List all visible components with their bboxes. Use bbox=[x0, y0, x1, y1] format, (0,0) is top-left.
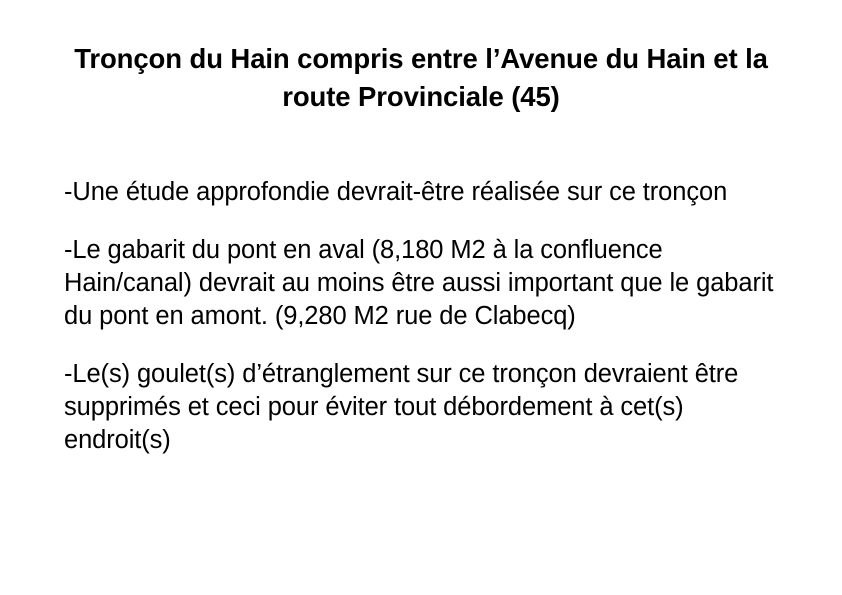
list-item: -Le(s) goulet(s) d’étranglement sur ce tronçon devraient être supprimés et ceci pour éviter tout débordement à cet(s) endroit(s) bbox=[64, 360, 746, 454]
slide-body bbox=[64, 150, 780, 457]
list-item: -Une étude approfondie devrait-être réalisée sur ce tronçon bbox=[64, 177, 728, 206]
page-title: Tronçon du Hain compris entre l’Avenue du Hain et la route Provinciale (45) bbox=[74, 43, 768, 112]
list-item: -Le gabarit du pont en aval (8,180 M2 à la confluence Hain/canal) devrait au moins être aussi important que le gabarit du pont en amont. (9,280 M2 rue de Clabecq) bbox=[64, 235, 781, 330]
